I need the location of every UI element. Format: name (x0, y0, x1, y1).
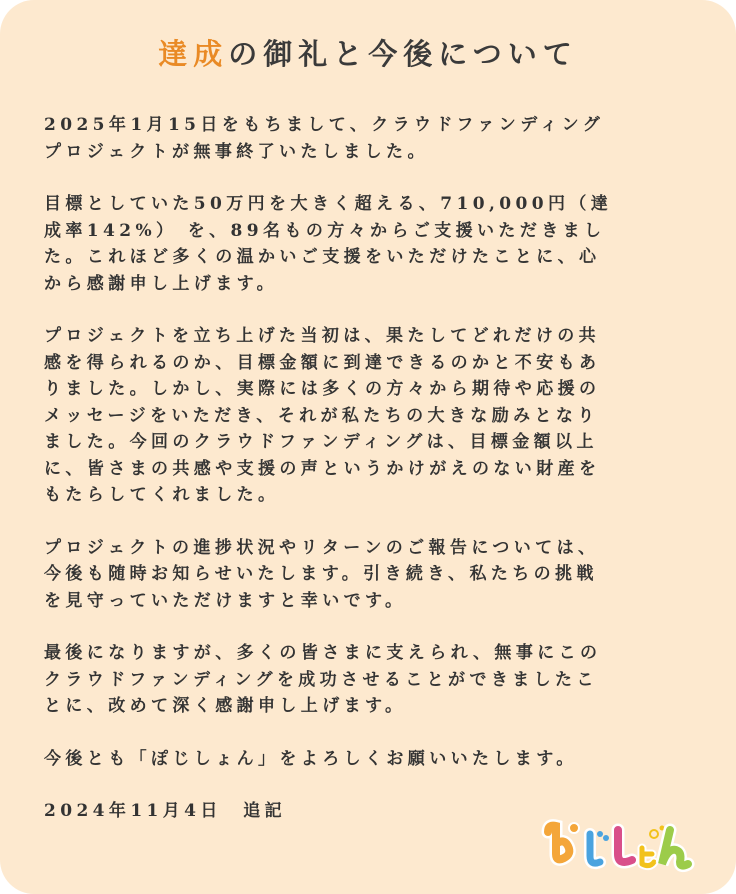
title-rest: の御礼と今後について (228, 37, 578, 71)
paragraph-thanks: 最後になりますが、多くの皆さまに支えられ、無事にこの クラウドファンディングを成功させることができましたこ とに、改めて深く感謝申し上げます。 (44, 643, 602, 716)
logo-letter-po (548, 823, 579, 859)
paragraph-completion: 2025年1月15日をもちまして、クラウドファンディング プロジェクトが無事終了いたしました。 (44, 115, 605, 162)
message-body (44, 112, 694, 825)
postscript-date: 2024年11月4日 追記 (44, 801, 286, 821)
paragraph-reflection: プロジェクトを立ち上げた当初は、果たしてどれだけの共 感を得られるのか、目標金額に到達できるのかと不安もあ りました。しかし、実際には多くの方々から期待や応援の メッセージをいただき、それが私たちの大きな励みとなり ました。今回のクラウドファンディングは、目標金額以上 に、皆さまの共感や支援の声というかけがえのない財産を もたらしてくれました。 (44, 326, 601, 505)
logo-letter-ji (590, 831, 609, 863)
page-title (0, 32, 736, 73)
logo-letter-n (662, 830, 688, 866)
paragraph-result: 目標としていた50万円を大きく超える、710,000円（達 成率142%） を、89名もの方々からご支援いただきまし た。これほど多くの温かいご支援をいただけたことに、心 から感謝申し上げます。 (44, 194, 613, 294)
paragraph-updates: プロジェクトの進捗状況やリターンのご報告については、 今後も随時お知らせいたします。引き続き、私たちの挑戦 を見守っていただけますと幸いです。 (44, 537, 600, 611)
posision-logo (538, 818, 698, 878)
paragraph-closing: 今後とも「ぽじしょん」をよろしくお願いいたします。 (44, 748, 578, 769)
logo-letter-shi (618, 830, 632, 862)
title-accent: 達成 (158, 37, 229, 71)
